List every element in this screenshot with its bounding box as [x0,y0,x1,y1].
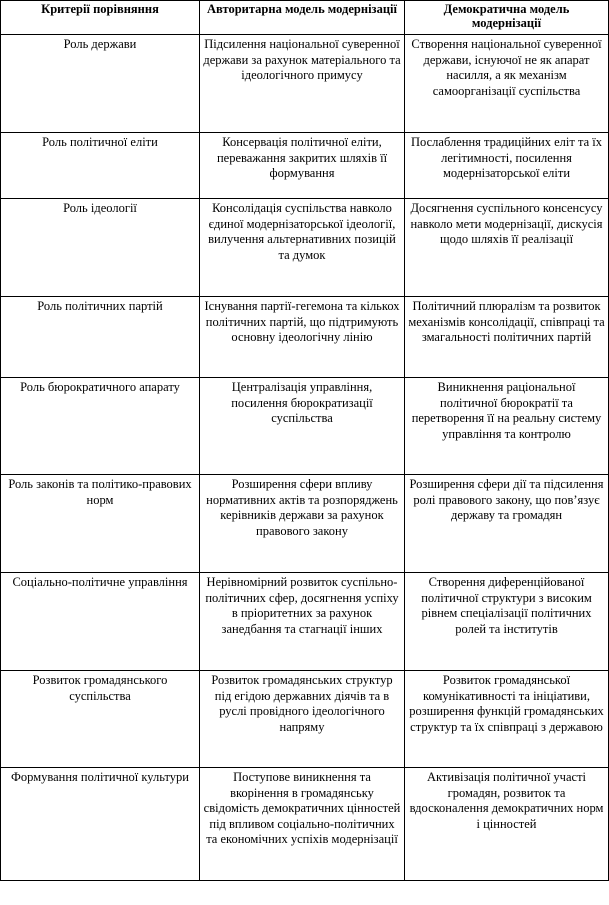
democratic-cell: Виникнення раціональної політичної бюрократії та перетворення її на реальну систему управління та контролю [405,378,609,475]
table-row [1,199,609,297]
authoritarian-cell: Нерівномірний розвиток суспільно-політичних сфер, досягнення успіху в пріоритетних за рахунок занедбання та стагнації інших [200,573,405,671]
authoritarian-cell: Поступове виникнення та вкорінення в громадянську свідомість демократичних цінностей під впливом соціально-політичних та економічних успіхів модернізації [200,768,405,881]
authoritarian-cell: Розширення сфери впливу нормативних актів та розпоряджень керівників держави за рахунок правового закону [200,475,405,573]
democratic-cell: Досягнення суспільного консенсусу навколо мети модернізації, дискусія щодо шляхів її реалізації [405,199,609,297]
authoritarian-cell: Підсилення національної суверенної держави за рахунок матеріального та ідеологічного примусу [200,35,405,133]
table-row [1,133,609,199]
democratic-cell: Створення диференційованої політичної структури з високим рівнем спеціалізації політичних ролей та інститутів [405,573,609,671]
democratic-cell: Розширення сфери дії та підсилення ролі правового закону, що пов’язує державу та громадян [405,475,609,573]
criterion-cell: Роль ідеології [1,199,200,297]
criterion-cell: Роль законів та політико-правових норм [1,475,200,573]
democratic-cell: Розвиток громадянської комунікативності та ініціативи, розширення функцій громадянських структур та їх співпраці з державою [405,671,609,768]
authoritarian-cell: Консолідація суспільства навколо єдиної модернізаторської ідеології, вилучення альтернативних позицій та думок [200,199,405,297]
header-criteria: Критерії порівняння [1,1,200,35]
democratic-cell: Створення національної суверенної держави, існуючої не як апарат насилля, а як механізм самоорганізації суспільства [405,35,609,133]
authoritarian-cell: Централізація управління, посилення бюрократизації суспільства [200,378,405,475]
democratic-cell: Політичний плюралізм та розвиток механізмів консолідації, співпраці та змагальності політичних партій [405,297,609,378]
table-row [1,297,609,378]
authoritarian-cell: Існування партії-гегемона та кількох політичних партій, що підтримують основну ідеологічну лінію [200,297,405,378]
header-democratic: Демократична модель модернізації [405,1,609,35]
table-row [1,573,609,671]
table-row [1,35,609,133]
table-row [1,768,609,881]
democratic-cell: Послаблення традиційних еліт та їх легітимності, посилення модернізаторської еліти [405,133,609,199]
criterion-cell: Соціально-політичне управління [1,573,200,671]
table-row [1,378,609,475]
criterion-cell: Формування політичної культури [1,768,200,881]
criterion-cell: Роль політичних партій [1,297,200,378]
criterion-cell: Роль держави [1,35,200,133]
header-authoritarian: Авторитарна модель модернізації [200,1,405,35]
criterion-cell: Роль бюрократичного апарату [1,378,200,475]
democratic-cell: Активізація політичної участі громадян, розвиток та вдосконалення демократичних норм і цінностей [405,768,609,881]
table-row [1,475,609,573]
header-row [1,1,609,35]
table-row [1,671,609,768]
criterion-cell: Роль політичної еліти [1,133,200,199]
criterion-cell: Розвиток громадянського суспільства [1,671,200,768]
authoritarian-cell: Консервація політичної еліти, переважання закритих шляхів її формування [200,133,405,199]
authoritarian-cell: Розвиток громадянських структур під егідою державних діячів та в руслі провідного ідеологічного напряму [200,671,405,768]
